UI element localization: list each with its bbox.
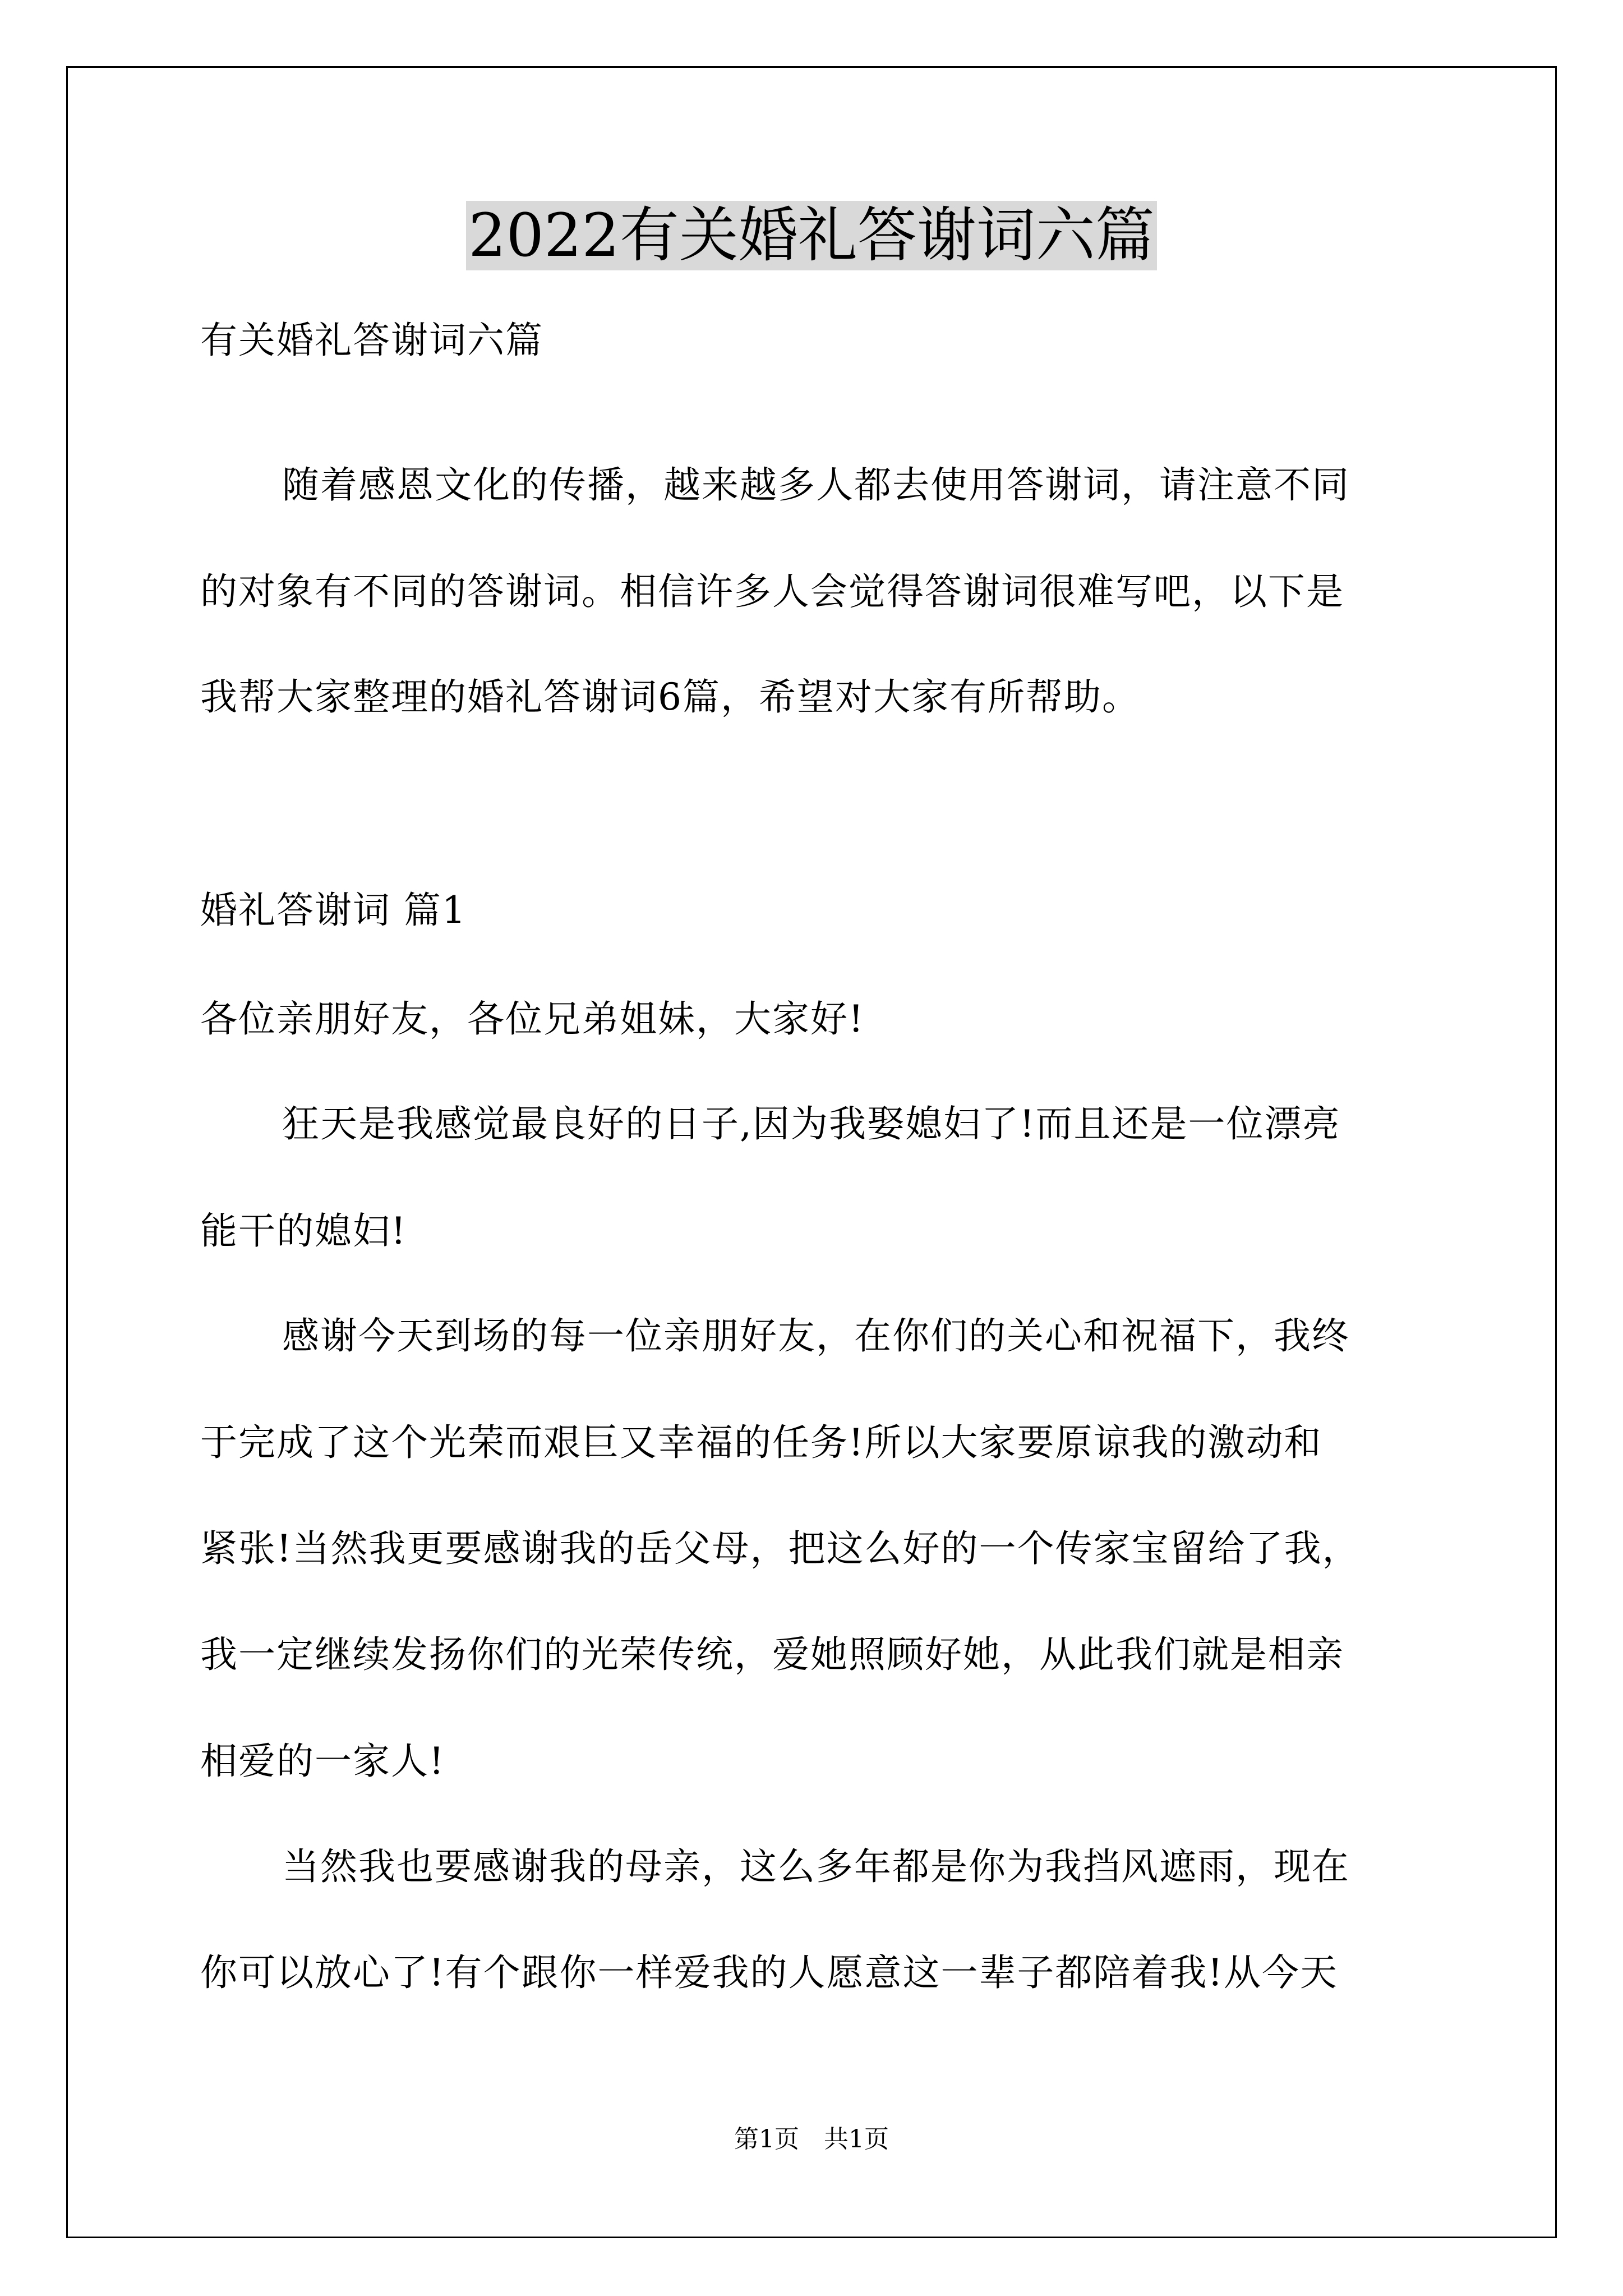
section-heading: 婚礼答谢词 篇1	[200, 889, 467, 932]
body-line-2: 能干的媳妇!	[200, 1209, 407, 1253]
page-footer: 第1页 共1页	[734, 2125, 889, 2154]
body-line-9: 你可以放心了!有个跟你一样爱我的人愿意这一辈子都陪着我!从今天	[200, 1951, 1339, 1994]
intro-line-3: 我帮大家整理的婚礼答谢词6篇，希望对大家有所帮助。	[200, 675, 1140, 719]
title-container	[0, 201, 1623, 270]
body-line-3: 感谢今天到场的每一位亲朋好友，在你们的关心和祝福下，我终	[282, 1314, 1350, 1358]
body-line-5: 紧张!当然我更要感谢我的岳父母，把这么好的一个传家宝留给了我，	[200, 1527, 1361, 1570]
body-line-4: 于完成了这个光荣而艰巨又幸福的任务!所以大家要原谅我的激动和	[200, 1421, 1322, 1464]
subtitle: 有关婚礼答谢词六篇	[200, 319, 543, 362]
body-line-6: 我一定继续发扬你们的光荣传统，爱她照顾好她，从此我们就是相亲	[200, 1633, 1344, 1676]
body-line-8: 当然我也要感谢我的母亲，这么多年都是你为我挡风遮雨，现在	[282, 1845, 1350, 1888]
page-border	[66, 66, 1557, 2238]
greeting-line: 各位亲朋好友，各位兄弟姐妹，大家好!	[200, 997, 865, 1041]
intro-line-2: 的对象有不同的答谢词。相信许多人会觉得答谢词很难写吧，以下是	[200, 570, 1344, 613]
body-line-7: 相爱的一家人!	[200, 1740, 445, 1783]
body-line-1: 狂天是我感觉最良好的日子,因为我娶媳妇了!而且还是一位漂亮	[282, 1102, 1341, 1145]
document-title: 2022有关婚礼答谢词六篇	[466, 201, 1157, 270]
intro-line-1: 随着感恩文化的传播，越来越多人都去使用答谢词，请注意不同	[282, 463, 1350, 507]
